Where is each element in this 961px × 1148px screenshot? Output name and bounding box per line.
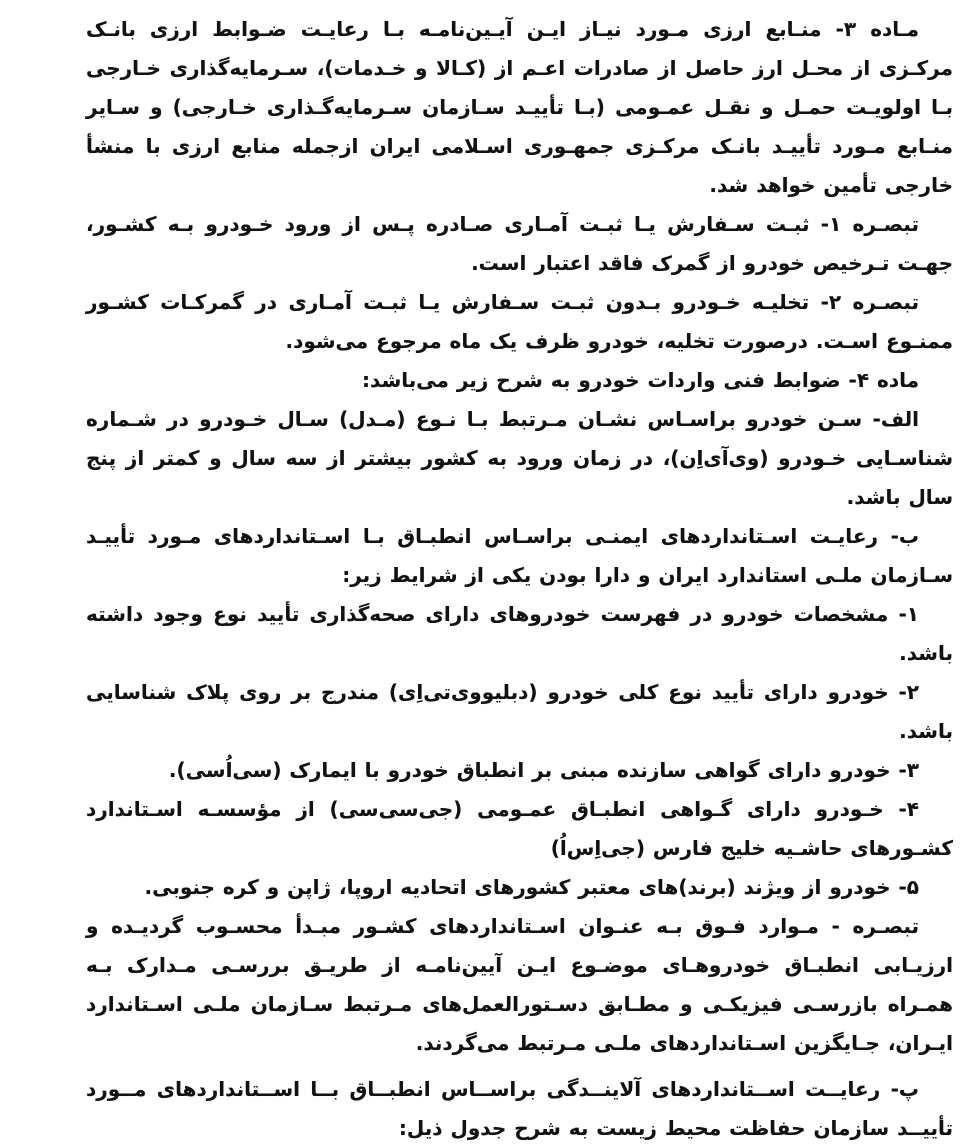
paragraph-madeh-3: مـاده ۳- منـابع ارزی مـورد نیـاز ایـن آیـین‌نامـه بـا رعایـت ضـوابط ارزی بانـک مرکـزی از محـل ارز حاصل از صادرات اعـم از (کـالا و خـدمات)، سـرمایه‌گذاری خـارجی بـا اولویـت حمـل و نقـل عمـومی (بـا تأییـد سـازمان سـرمایه‌گـذاری خـارجی) و سـایر منـابع مـورد تأییـد بانـک مرکـزی جمهـوری اسـلامی ایران ازجمله منابع ارزی با منشأ خارجی تأمین خواهد شد. bbox=[86, 17, 953, 197]
paragraph-tabsareh-2: تبصـره ۲- تخلیـه خـودرو بـدون ثبـت سـفارش یـا ثبـت آمـاری در گمرکـات کشـور ممنـوع اسـت. درصورت تخلیه، خودرو ظرف یک ماه مرجوع می‌شود. bbox=[86, 290, 953, 353]
paragraph-tabsareh-1: تبصـره ۱- ثبـت سـفارش یـا ثبـت آمـاری صـادره پـس از ورود خـودرو بـه کشـور، جهـت تـرخیص خودرو از گمرک فاقد اعتبار است. bbox=[86, 212, 953, 275]
paragraph-band-be: ب- رعایـت اسـتانداردهای ایمنـی براسـاس انطبـاق بـا اسـتانداردهای مـورد تأییـد سـازمان ملـی استاندارد ایران و دارا بودن یکی از شرایط زیر: bbox=[86, 524, 953, 587]
paragraph-tabsareh-standards: تبصـره - مـوارد فـوق بـه عنـوان اسـتانداردهای کشـور مبـدأ محسـوب گردیـده و ارزیـابی انطبـاق خودروهـای موضـوع ایـن آیین‌نامـه از طریـق بررسـی مـدارک بـه همـراه بازرسـی فیزیکـی و مطـابق دسـتورالعمل‌های مـرتبط سـازمان ملـی اسـتاندارد ایـران، جـایگزین اسـتانداردهای ملـی مـرتبط می‌گردند. bbox=[86, 914, 953, 1055]
paragraph-band-alef: الف- سـن خودرو براسـاس نشـان مـرتبط بـا نـوع (مـدل) سـال خـودرو در شـماره شناسـایی خـودرو (وی‌آی‌اِن)، در زمان ورود به کشور بیشتر از سه سال و کمتر از پنج سال باشد. bbox=[86, 407, 953, 509]
list-item-3: ۳- خودرو دارای گواهی سازنده مبنی بر انطباق خودرو با ایمارک (سی‌اُسی). bbox=[168, 758, 919, 782]
list-item-2: ۲- خودرو دارای تأیید نوع کلی خودرو (دبلیووی‌تی‌اِی) مندرج بر روی پلاک شناسایی باشد. bbox=[86, 680, 953, 743]
list-item-1: ۱- مشخصات خودرو در فهرست خودروهای دارای صحه‌گذاری تأیید نوع وجود داشته باشد. bbox=[86, 602, 953, 665]
paragraph-band-pe: پ- رعایــت اســتانداردهای آلاینــدگی براســاس انطبــاق بــا اســتانداردهای مــورد تأییــد سازمان حفاظت محیط زیست به شرح جدول ذیل: bbox=[86, 1077, 953, 1140]
list-item-5: ۵- خودرو از ویژند (برند)های معتبر کشورهای اتحادیه اروپا، ژاپن و کره جنوبی. bbox=[144, 875, 919, 899]
paragraph-madeh-4: ماده ۴- ضوابط فنی واردات خودرو به شرح زیر می‌باشد: bbox=[362, 368, 919, 392]
list-item-4: ۴- خـودرو دارای گـواهی انطبـاق عمـومی (جی‌سی‌سی) از مؤسسـه اسـتاندارد کشـورهای حاشـیه خلیج فارس (جی‌اِس‌اُ) bbox=[86, 797, 953, 860]
